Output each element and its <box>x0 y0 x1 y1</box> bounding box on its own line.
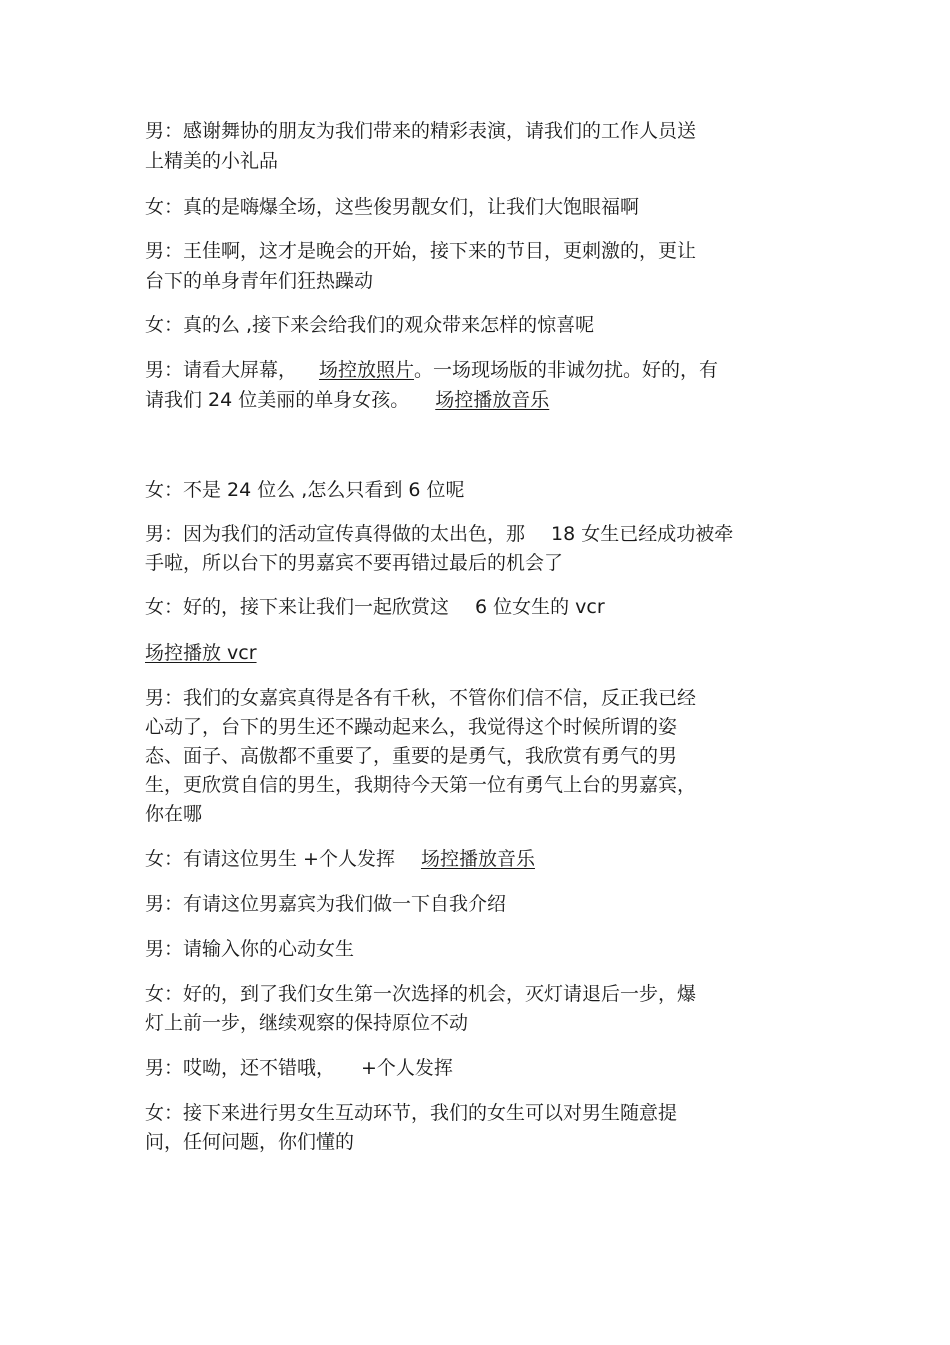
line-text: 你在哪 <box>145 803 203 825</box>
line-text: 生，更欣赏自信的男生，我期待今天第一位有勇气上台的男嘉宾， <box>145 774 697 796</box>
line-text: 态、面子、高傲都不重要了，重要的是勇气，我欣赏有勇气的男 <box>145 745 678 767</box>
dialogue-line <box>145 714 677 740</box>
line-text: +个人发挥 <box>361 1057 453 1079</box>
dialogue-line <box>145 1055 453 1081</box>
line-text: 女：不是 24 位么 ,怎么只看到 6 位呢 <box>145 479 465 501</box>
line-text: 女：有请这位男生 +个人发挥 <box>145 848 395 870</box>
dialogue-line <box>145 312 594 338</box>
line-text: 男：哎呦，还不错哦， <box>145 1057 336 1079</box>
line-text: 男：王佳啊，这才是晚会的开始，接下来的节目，更刺激的，更让 <box>145 240 697 262</box>
stage-cue: 场控播放 vcr <box>145 642 257 664</box>
line-text: 女：真的是嗨爆全场，这些俊男靓女们，让我们大饱眼福啊 <box>145 196 640 218</box>
line-text: 女：真的么 ,接下来会给我们的观众带来怎样的惊喜呢 <box>145 314 595 336</box>
dialogue-line <box>145 846 535 872</box>
line-text: 台下的单身青年们狂热躁动 <box>145 270 374 292</box>
dialogue-line <box>145 550 563 576</box>
line-text: 女：好的，接下来让我们一起欣赏这 <box>145 596 450 618</box>
line-text: 男：有请这位男嘉宾为我们做一下自我介绍 <box>145 893 507 915</box>
dialogue-line <box>145 594 605 620</box>
dialogue-line <box>145 936 354 962</box>
dialogue-line <box>145 1100 677 1126</box>
dialogue-line <box>145 194 639 220</box>
line-text: 灯上前一步，继续观察的保持原位不动 <box>145 1012 469 1034</box>
dialogue-line <box>145 743 677 769</box>
dialogue-line <box>145 981 696 1007</box>
line-text: 女：接下来进行男女生互动环节，我们的女生可以对男生随意提 <box>145 1102 678 1124</box>
dialogue-line <box>145 772 696 798</box>
dialogue-line <box>145 148 278 174</box>
line-text: 心动了，台下的男生还不躁动起来么，我觉得这个时候所谓的姿 <box>145 716 678 738</box>
line-text: 18 女生已经成功被牵 <box>551 523 734 545</box>
dialogue-line <box>145 801 202 827</box>
dialogue-line <box>145 238 696 264</box>
line-text: 男：请看大屏幕， <box>145 359 298 381</box>
line-text: 男：感谢舞协的朋友为我们带来的精彩表演，请我们的工作人员送 <box>145 120 697 142</box>
dialogue-line <box>145 891 506 917</box>
dialogue-line <box>145 640 257 666</box>
line-text: 手啦，所以台下的男嘉宾不要再错过最后的机会了 <box>145 552 564 574</box>
dialogue-line <box>145 1010 468 1036</box>
line-text: 男：因为我们的活动宣传真得做的太出色，那 <box>145 523 526 545</box>
line-text: 男：请输入你的心动女生 <box>145 938 355 960</box>
dialogue-line <box>145 387 549 413</box>
stage-cue: 场控放照片 <box>319 359 415 381</box>
stage-cue: 场控播放音乐 <box>435 389 550 411</box>
dialogue-line <box>145 268 373 294</box>
stage-cue: 场控播放音乐 <box>420 848 535 870</box>
dialogue-line <box>145 685 696 711</box>
line-text: 问，任何问题，你们懂的 <box>145 1131 355 1153</box>
dialogue-line <box>145 357 718 383</box>
dialogue-line <box>145 521 733 547</box>
line-text: 男：我们的女嘉宾真得是各有千秋，不管你们信不信，反正我已经 <box>145 687 697 709</box>
line-text: 6 位女生的 vcr <box>475 596 605 618</box>
dialogue-line <box>145 477 465 503</box>
line-text: 上精美的小礼品 <box>145 150 279 172</box>
dialogue-line <box>145 1129 354 1155</box>
line-text: 女：好的，到了我们女生第一次选择的机会，灭灯请退后一步，爆 <box>145 983 697 1005</box>
dialogue-line <box>145 118 696 144</box>
line-text: 请我们 24 位美丽的单身女孩。 <box>145 389 410 411</box>
line-text: 。一场现场版的非诚勿扰。好的，有 <box>414 359 719 381</box>
